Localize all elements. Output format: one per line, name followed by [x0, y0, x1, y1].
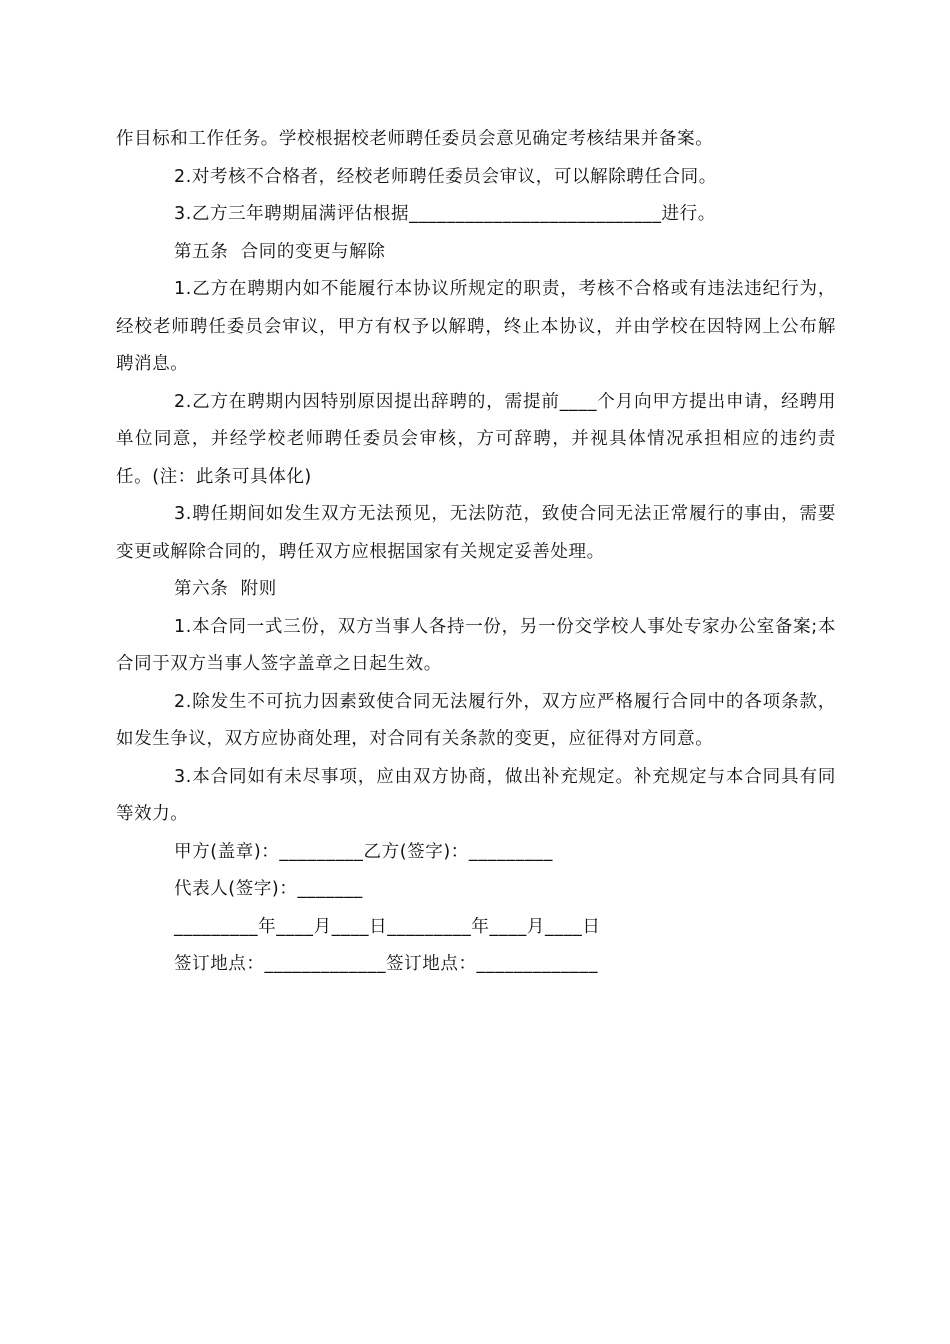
clause-6-item-2: 2.除发生不可抗力因素致使合同无法履行外，双方应严格履行合同中的各项条款，如发生争议，双方应协商处理，对合同有关条款的变更，应征得对方同意。 [116, 691, 836, 749]
clause-6-item-3: 3.本合同如有未尽事项，应由双方协商，做出补充规定。补充规定与本合同具有同等效力。 [116, 766, 836, 824]
article-5-heading: 第五条 合同的变更与解除 [174, 241, 386, 262]
signature-parties-line: 甲方(盖章)：_________乙方(签字)：_________ [174, 841, 554, 862]
clause-5-item-2: 2.乙方在聘期内因特别原因提出辞聘的，需提前____个月向甲方提出申请，经聘用单位同意，并经学校老师聘任委员会审核，方可辞聘，并视具体情况承担相应的违约责任。(注：此条可具体化) [116, 391, 836, 487]
signing-date-line: _________年____月____日_________年____月____日 [174, 916, 601, 937]
clause-5-item-3: 3.聘任期间如发生双方无法预见，无法防范，致使合同无法正常履行的事由，需要变更或解除合同的，聘任双方应根据国家有关规定妥善处理。 [116, 504, 836, 562]
document-body [116, 121, 836, 984]
clause-5-item-1: 1.乙方在聘期内如不能履行本协议所规定的职责，考核不合格或有违法违纪行为，经校老师聘任委员会审议，甲方有权予以解聘，终止本协议，并由学校在因特网上公布解聘消息。 [116, 279, 836, 374]
clause-4-item-3: 3.乙方三年聘期届满评估根据___________________________进行。 [174, 204, 716, 224]
clause-4-item-2: 2.对考核不合格者，经校老师聘任委员会审议，可以解除聘任合同。 [174, 166, 717, 187]
article-6-heading: 第六条 附则 [174, 579, 277, 599]
signing-location-line: 签订地点：_____________签订地点：_____________ [174, 954, 599, 974]
clause-6-item-1: 1.本合同一式三份，双方当事人各持一份，另一份交学校人事处专家办公室备案;本合同于双方当事人签字盖章之日起生效。 [116, 616, 836, 674]
paragraph-continuation: 作目标和工作任务。学校根据校老师聘任委员会意见确定考核结果并备案。 [116, 129, 714, 149]
representative-signature-line: 代表人(签字)：_______ [174, 879, 363, 899]
